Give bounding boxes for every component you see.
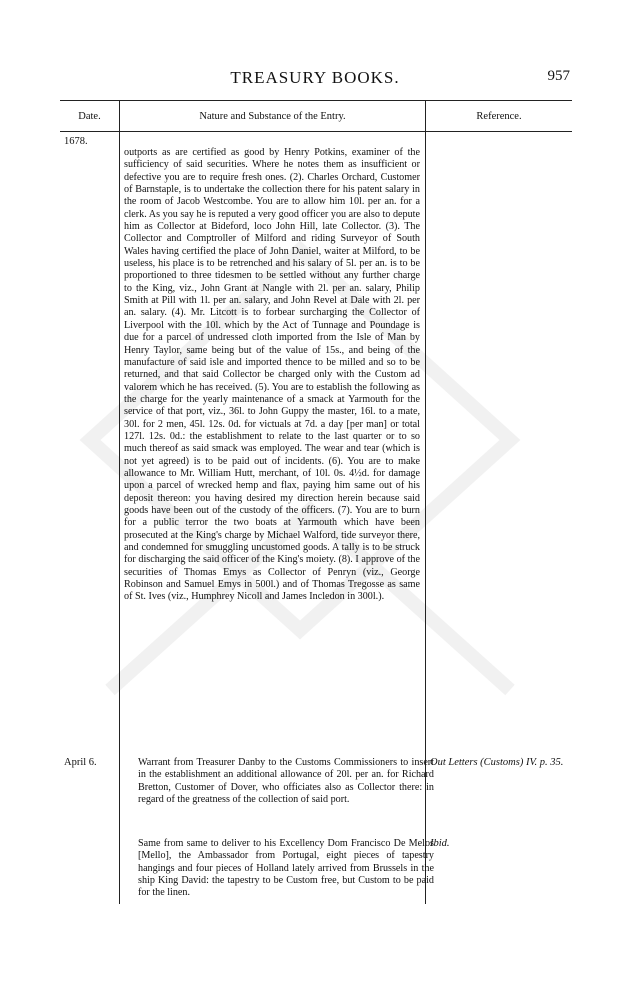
entry-date: April 6.: [64, 757, 97, 768]
running-header: [60, 68, 570, 92]
column-heading-reference: Reference.: [476, 111, 522, 122]
entry-text: [124, 757, 434, 806]
entry-reference: Out Letters (Customs) IV. p. 35.: [430, 757, 564, 768]
running-title: TREASURY BOOKS.: [230, 68, 400, 87]
entry-text: [124, 147, 420, 604]
column-heading-date: Date.: [78, 111, 101, 122]
column-divider-left: [119, 100, 120, 904]
entry-text: [124, 838, 434, 900]
entry-paragraph: Warrant from Treasurer Danby to the Customs Commissioners to insert in the establishment an additional allowance of 20l. per an. for Richard Bretton, Customer of Dover, who officiates also as Collector there: in regard of the greatness of the collection of said port.: [138, 757, 434, 806]
entry-year: 1678.: [64, 136, 88, 147]
page-number: 957: [547, 68, 570, 84]
table-top-rule: [60, 100, 572, 101]
entry-paragraph: Same from same to deliver to his Excellency Dom Francisco De Melos [Mello], the Ambassador from Portugal, eight pieces of tapestry hangings and four pieces of Holland lately arrived from Brussels in the ship King David: the tapestry to be Custom free, but Custom to be paid for the linen.: [138, 838, 434, 899]
table-header-rule: [60, 131, 572, 132]
entry-paragraph: outports as are certified as good by Henry Potkins, examiner of the sufficiency of said securities. Where he notes them as insufficient or defective you are to require fresh ones. (2). Charles Orchard, Customer of Barnstaple, is to undertake the collection there for his patent salary in the room of Jacob Westcombe. You are to allow him 10l. per an. for a clerk. As you say he is reputed a very good officer you are also to depute him as Collector at Bideford, loco John Hill, late Collector. (3). The Collector and Comptroller of Milford and riding Surveyor of South Wales having certified the place of John Daniel, waiter at Milford, to be useless, his place is to be retrenched and his salary of 5l. per an. is to be proportioned to three tidesmen to be settled without any further charge to the King, viz., John Grant at Nangle with 2l. per an. salary, Philip Smith at Pill with 1l. per an. salary, and John Revel at Dale with 2l. per an. salary. (4). Mr. Litcott is to forbear surcharging the Collector of Liverpool with the 10l. which by the Act of Tunnage and Poundage is due for a parcel of undressed cloth imported from the Isle of Man by Henry Taylor, same being but of the value of 15s., and being of the manufacture of said isle and imported thence to be milled and so to be returned, and that said Collector be charged only with the Custom ad valorem which he has received. (5). You are to establish the following as the charge for the yearly maintenance of a smack at Yarmouth for the service of that port, viz., 36l. to John Guppy the master, 16l. to a mate, 30l. for 2 men, 45l. 12s. 0d. for victuals at 7d. a day [per man] or total 127l. 12s. 0d.: the establishment to relate to the last quarter or to so much thereof as said smack was employed. The wear and tear (which is not yet agreed) is to be paid out of incidents. (6). You are to make allowance to Mr. William Hutt, merchant, of 10l. 0s. 4½d. for damage upon a parcel of wrecked hemp and flax, paying him same out of his deposit thereon: you having desired my direction herein because said goods have been out of the custody of the officers. (7). You are to burn for a public terror the two boats at Yarmouth which have been prosecuted at the King's charge by Michael Walford, tide surveyor there, and condemned for smuggling uncustomed goods. A tally is to be struck for discharging the said officer of the King's moiety. (8). I approve of the securities of Thomas Emys as Collector of Penryn (viz., George Robinson and Samuel Emys in 500l.) and of Thomas Tregosse as same of St. Ives (viz., Humphrey Nicoll and James Incledon in 300l.).: [124, 147, 420, 603]
entry-reference: Ibid.: [430, 838, 450, 849]
column-heading-nature: Nature and Substance of the Entry.: [199, 111, 346, 122]
